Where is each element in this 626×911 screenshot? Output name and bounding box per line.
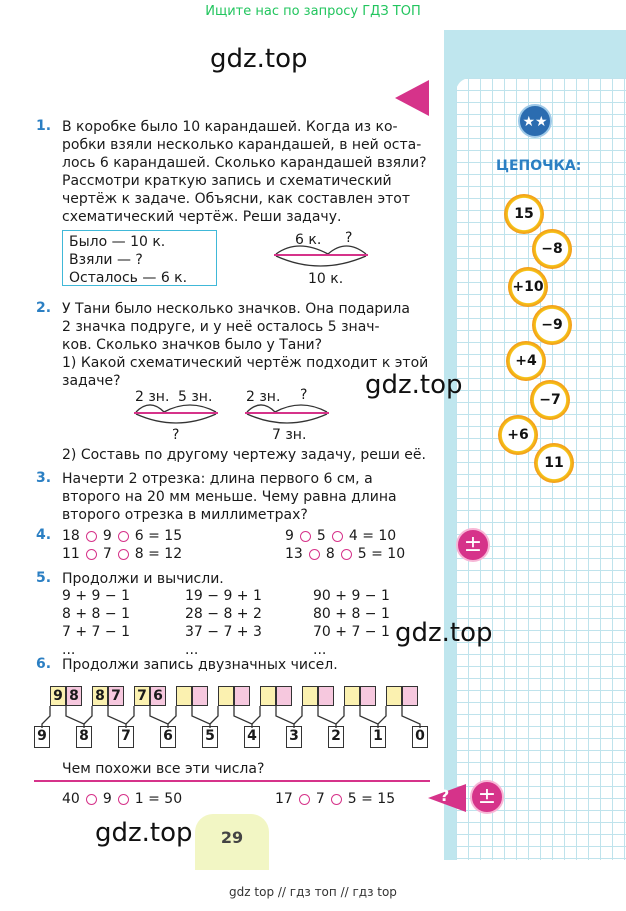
text-line: 2 значка подруге, и у неё осталось 5 знач- [62,319,380,335]
equation [285,545,405,563]
sign-circle[interactable] [341,549,352,560]
text-line: 2) Составь по другому чертежу задачу, реши её. [62,447,426,463]
text-line: задаче? [62,373,121,389]
eq-num: 18 [62,528,80,544]
expr-col [185,587,262,659]
digit-box: 2 [328,726,344,748]
expr: 9 + 9 − 1 [62,588,130,604]
eq-num: 7 [315,791,325,807]
text-line: робки взяли несколько карандашей, в ней оста- [62,137,422,153]
svg-text:★★: ★★ [522,114,548,130]
footer-links[interactable]: gdz top // гдз топ // гдз top [229,885,397,899]
chain-item: −8 [532,229,572,269]
task-number: 6. [36,656,52,672]
pair-ones[interactable] [234,686,250,706]
eq-num: 9 [285,528,294,544]
diagram-label: ? [345,230,353,246]
eq-num: 17 [275,791,293,807]
digit-box: 7 [118,726,134,748]
eq-num: 6 = 15 [134,528,183,544]
eq-num: 40 [62,791,80,807]
sign-circle[interactable] [118,549,129,560]
eq-num: 7 [102,546,112,562]
eq-num: 8 = 12 [134,546,183,562]
text-line: второго на 20 мм меньше. Чему равна длина [62,489,397,505]
text-line: схематический чертёж. Реши задачу. [62,209,342,225]
digit-box: 3 [286,726,302,748]
chain-item: +6 [498,415,538,455]
pair-ones[interactable] [402,686,418,706]
text-line: лось 6 карандашей. Сколько карандашей взяли? [62,155,427,171]
expr: 28 − 8 + 2 [185,606,262,622]
short-line: Взяли — ? [69,252,143,268]
short-record-box [62,230,217,286]
equation [275,790,395,808]
eq-num: 5 = 10 [357,546,406,562]
chain-title: ЦЕПОЧКА: [496,158,582,174]
pair-ones[interactable] [276,686,292,706]
chain-item: +10 [508,267,548,307]
sign-circle[interactable] [309,549,320,560]
expr: 90 + 9 − 1 [313,588,390,604]
digit-box: 6 [160,726,176,748]
diagram-label: ? [300,387,308,403]
watermark: gdz.top [365,370,463,400]
task-title: Продолжи запись двузначных чисел. [62,657,338,673]
sign-circle[interactable] [299,794,310,805]
digit-box: 4 [244,726,260,748]
triangle-marker-icon [395,78,431,118]
sign-circle[interactable] [332,531,343,542]
text-line: ков. Сколько значков было у Тани? [62,337,323,353]
text-line: Начерти 2 отрезка: длина первого 6 см, а [62,471,373,487]
eq-num: 5 = 15 [347,791,396,807]
page-number: 29 [195,814,269,870]
task-1-text [62,118,432,226]
short-line: Осталось — 6 к. [69,270,188,286]
pair-ones[interactable]: 7 [108,686,124,706]
digit-box: 5 [202,726,218,748]
expr-col [313,587,390,659]
digit-box: 9 [34,726,50,748]
expr-col [62,587,130,659]
expr: 8 + 8 − 1 [62,606,130,622]
eq-num: 8 [325,546,335,562]
expr: 19 − 9 + 1 [185,588,262,604]
task-2-text [62,300,432,390]
sign-circle[interactable] [300,531,311,542]
text-line: чертёж к задаче. Объясни, как составлен этот [62,191,411,207]
short-line: Было — 10 к. [69,234,166,250]
watermark: gdz.top [210,44,308,74]
sign-circle[interactable] [86,531,97,542]
task-number: 5. [36,570,52,586]
task-number: 4. [36,527,52,543]
expr: ... [185,642,199,658]
plus-minus-icon: ± [456,528,490,562]
diagram-label: 10 к. [308,271,344,287]
eq-num: 11 [62,546,80,562]
watermark: gdz.top [95,818,193,848]
pair-tens[interactable] [344,686,360,706]
text-line: В коробке было 10 карандашей. Когда из ко- [62,119,398,135]
chain-item: −7 [530,380,570,420]
pair-tens[interactable]: 8 [92,686,108,706]
eq-num: 9 [102,791,112,807]
expr: 70 + 7 − 1 [313,624,390,640]
sign-circle[interactable] [86,794,97,805]
equation [285,527,396,545]
eq-num: 13 [285,546,303,562]
pair-tens[interactable] [302,686,318,706]
watermark: gdz.top [395,618,493,648]
expr: 80 + 8 − 1 [313,606,390,622]
expr: 7 + 7 − 1 [62,624,130,640]
question-text: Чем похожи все эти числа? [62,761,265,777]
eq-num: 4 = 10 [348,528,397,544]
equation [62,545,182,563]
eq-num: 5 [316,528,326,544]
expr: 37 − 7 + 3 [185,624,262,640]
task-number: 2. [36,300,52,316]
task-number: 3. [36,470,52,486]
pair-ones[interactable] [360,686,376,706]
diagram-label: 5 зн. [178,389,213,405]
pair-tens[interactable] [260,686,276,706]
pair-ones[interactable] [318,686,334,706]
pair-ones[interactable]: 8 [66,686,82,706]
pair-ones[interactable]: 6 [150,686,166,706]
expr: ... [313,642,327,658]
pair-tens[interactable]: 9 [50,686,66,706]
sign-circle[interactable] [118,794,129,805]
text-line: Рассмотри краткую запись и схематический [62,173,392,189]
expr: ... [62,642,76,658]
chain-item: +4 [506,341,546,381]
diagram-label: 2 зн. [135,389,170,405]
pair-tens[interactable]: 7 [134,686,150,706]
digit-box: 1 [370,726,386,748]
chain-item: 11 [534,443,574,483]
pair-tens[interactable] [386,686,402,706]
eq-num: 9 [102,528,112,544]
chain-item: −9 [532,305,572,345]
text-line: второго отрезка в миллиметрах? [62,507,308,523]
diagram-label: ? [172,427,180,443]
sign-circle[interactable] [331,794,342,805]
equation [62,527,182,545]
question-mark: ? [440,786,450,805]
diagram-label: 7 зн. [272,427,307,443]
text-line: 1) Какой схематический чертёж подходит к этой [62,355,429,371]
star-badge-icon [518,104,552,138]
equation [62,790,182,808]
task-number: 1. [36,118,52,134]
diagram-label: 2 зн. [246,389,281,405]
task-title: Продолжи и вычисли. [62,571,224,587]
sign-circle[interactable] [118,531,129,542]
text-line: У Тани было несколько значков. Она подарила [62,301,410,317]
pair-tens[interactable] [218,686,234,706]
diagram-label: 6 к. [295,232,322,248]
plus-minus-icon: ± [470,780,504,814]
pair-tens[interactable] [176,686,192,706]
digit-box: 8 [76,726,92,748]
top-banner[interactable]: Ищите нас по запросу ГДЗ ТОП [205,4,421,19]
task-3-text [62,470,432,524]
eq-num: 1 = 50 [134,791,183,807]
chain-item: 15 [504,194,544,234]
pair-ones[interactable] [192,686,208,706]
digit-box: 0 [412,726,428,748]
divider [34,780,430,782]
sign-circle[interactable] [86,549,97,560]
